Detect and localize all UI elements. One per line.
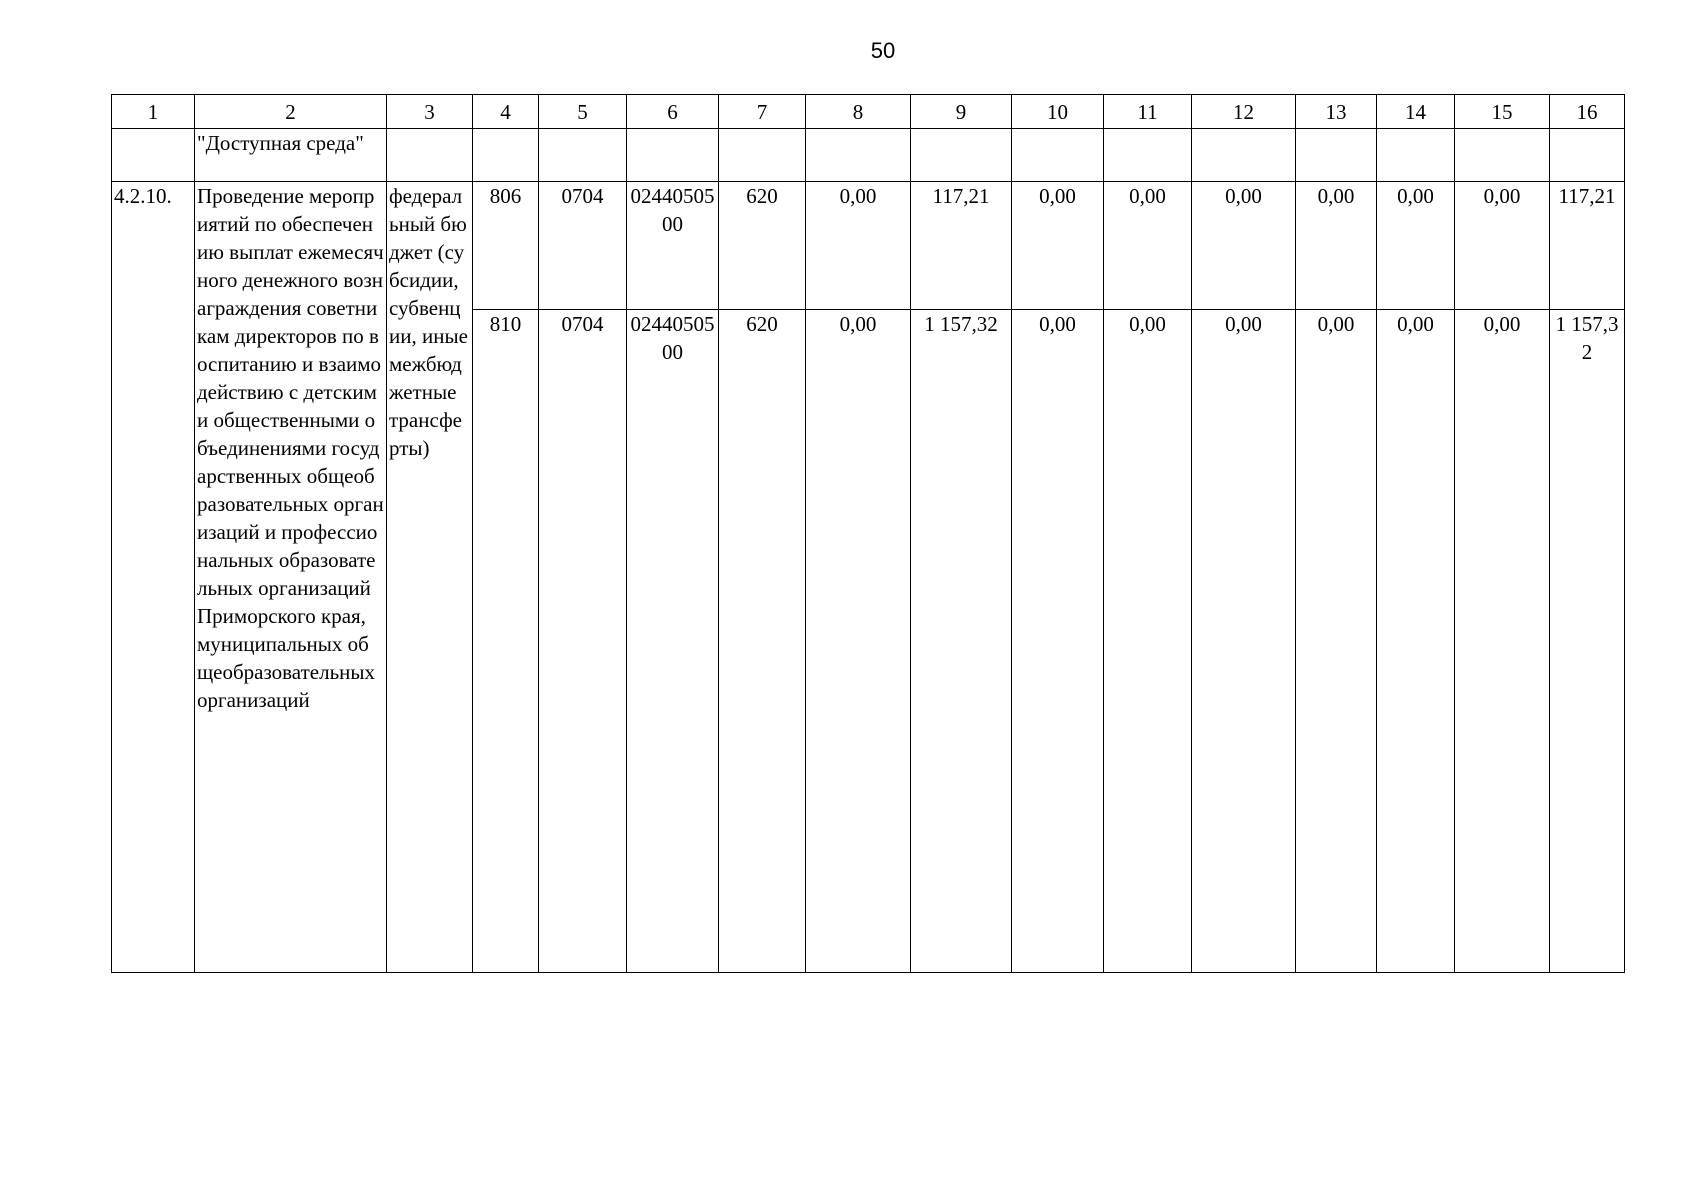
budget-table [111,94,1625,973]
item-number: 4.2.10. [112,182,195,973]
empty-cell [1012,129,1104,182]
empty-cell [1377,129,1455,182]
cell-c8: 0,00 [806,182,911,310]
cell-c13: 0,00 [1296,182,1377,310]
cell-c11: 0,00 [1104,182,1192,310]
header-cell: 9 [911,95,1012,129]
empty-cell [1192,129,1296,182]
page-number: 50 [870,38,896,63]
cell-c9: 1 157,32 [911,310,1012,973]
cell-c4: 806 [473,182,539,310]
cell-c4: 810 [473,310,539,973]
header-cell: 3 [387,95,473,129]
cell-c6: 0244050500 [627,310,719,973]
header-cell: 16 [1550,95,1625,129]
table-row [112,182,1625,310]
cell-c12: 0,00 [1192,182,1296,310]
cell-c5: 0704 [539,182,627,310]
header-cell: 1 [112,95,195,129]
cell-c8: 0,00 [806,310,911,973]
continuation-text: "Доступная среда" [195,129,387,182]
cell-c14: 0,00 [1377,182,1455,310]
header-cell: 6 [627,95,719,129]
empty-cell [1550,129,1625,182]
header-cell: 12 [1192,95,1296,129]
header-cell: 2 [195,95,387,129]
header-cell: 10 [1012,95,1104,129]
cell-c9: 117,21 [911,182,1012,310]
header-cell: 7 [719,95,806,129]
cell-c15: 0,00 [1455,182,1550,310]
header-cell: 4 [473,95,539,129]
empty-cell [112,129,195,182]
empty-cell [911,129,1012,182]
cell-c16: 1 157,32 [1550,310,1625,973]
header-cell: 5 [539,95,627,129]
cell-c13: 0,00 [1296,310,1377,973]
empty-cell [1455,129,1550,182]
empty-cell [719,129,806,182]
empty-cell [1296,129,1377,182]
header-cell: 14 [1377,95,1455,129]
cell-c12: 0,00 [1192,310,1296,973]
cell-c16: 117,21 [1550,182,1625,310]
header-cell: 8 [806,95,911,129]
empty-cell [806,129,911,182]
cell-c10: 0,00 [1012,310,1104,973]
item-description: Проведение мероприятий по обеспечению выплат ежемесячного денежного вознаграждения советникам директоров по воспитанию и взаимодействию с детскими общественными объединениями государственных общеобразовательных организаций и профессиональных образовательных организаций Приморского края, муниципальных общеобразовательных организаций [195,182,387,973]
cell-c6: 0244050500 [627,182,719,310]
funding-source: федеральный бюджет (субсидии, субвенции, иные межбюджетные трансферты) [387,182,473,973]
continuation-row [112,129,1625,182]
empty-cell [1104,129,1192,182]
empty-cell [473,129,539,182]
cell-c7: 620 [719,310,806,973]
empty-cell [627,129,719,182]
empty-cell [539,129,627,182]
cell-c15: 0,00 [1455,310,1550,973]
cell-c7: 620 [719,182,806,310]
cell-c5: 0704 [539,310,627,973]
header-cell: 11 [1104,95,1192,129]
empty-cell [387,129,473,182]
header-row [112,95,1625,129]
cell-c10: 0,00 [1012,182,1104,310]
header-cell: 13 [1296,95,1377,129]
cell-c14: 0,00 [1377,310,1455,973]
cell-c11: 0,00 [1104,310,1192,973]
header-cell: 15 [1455,95,1550,129]
